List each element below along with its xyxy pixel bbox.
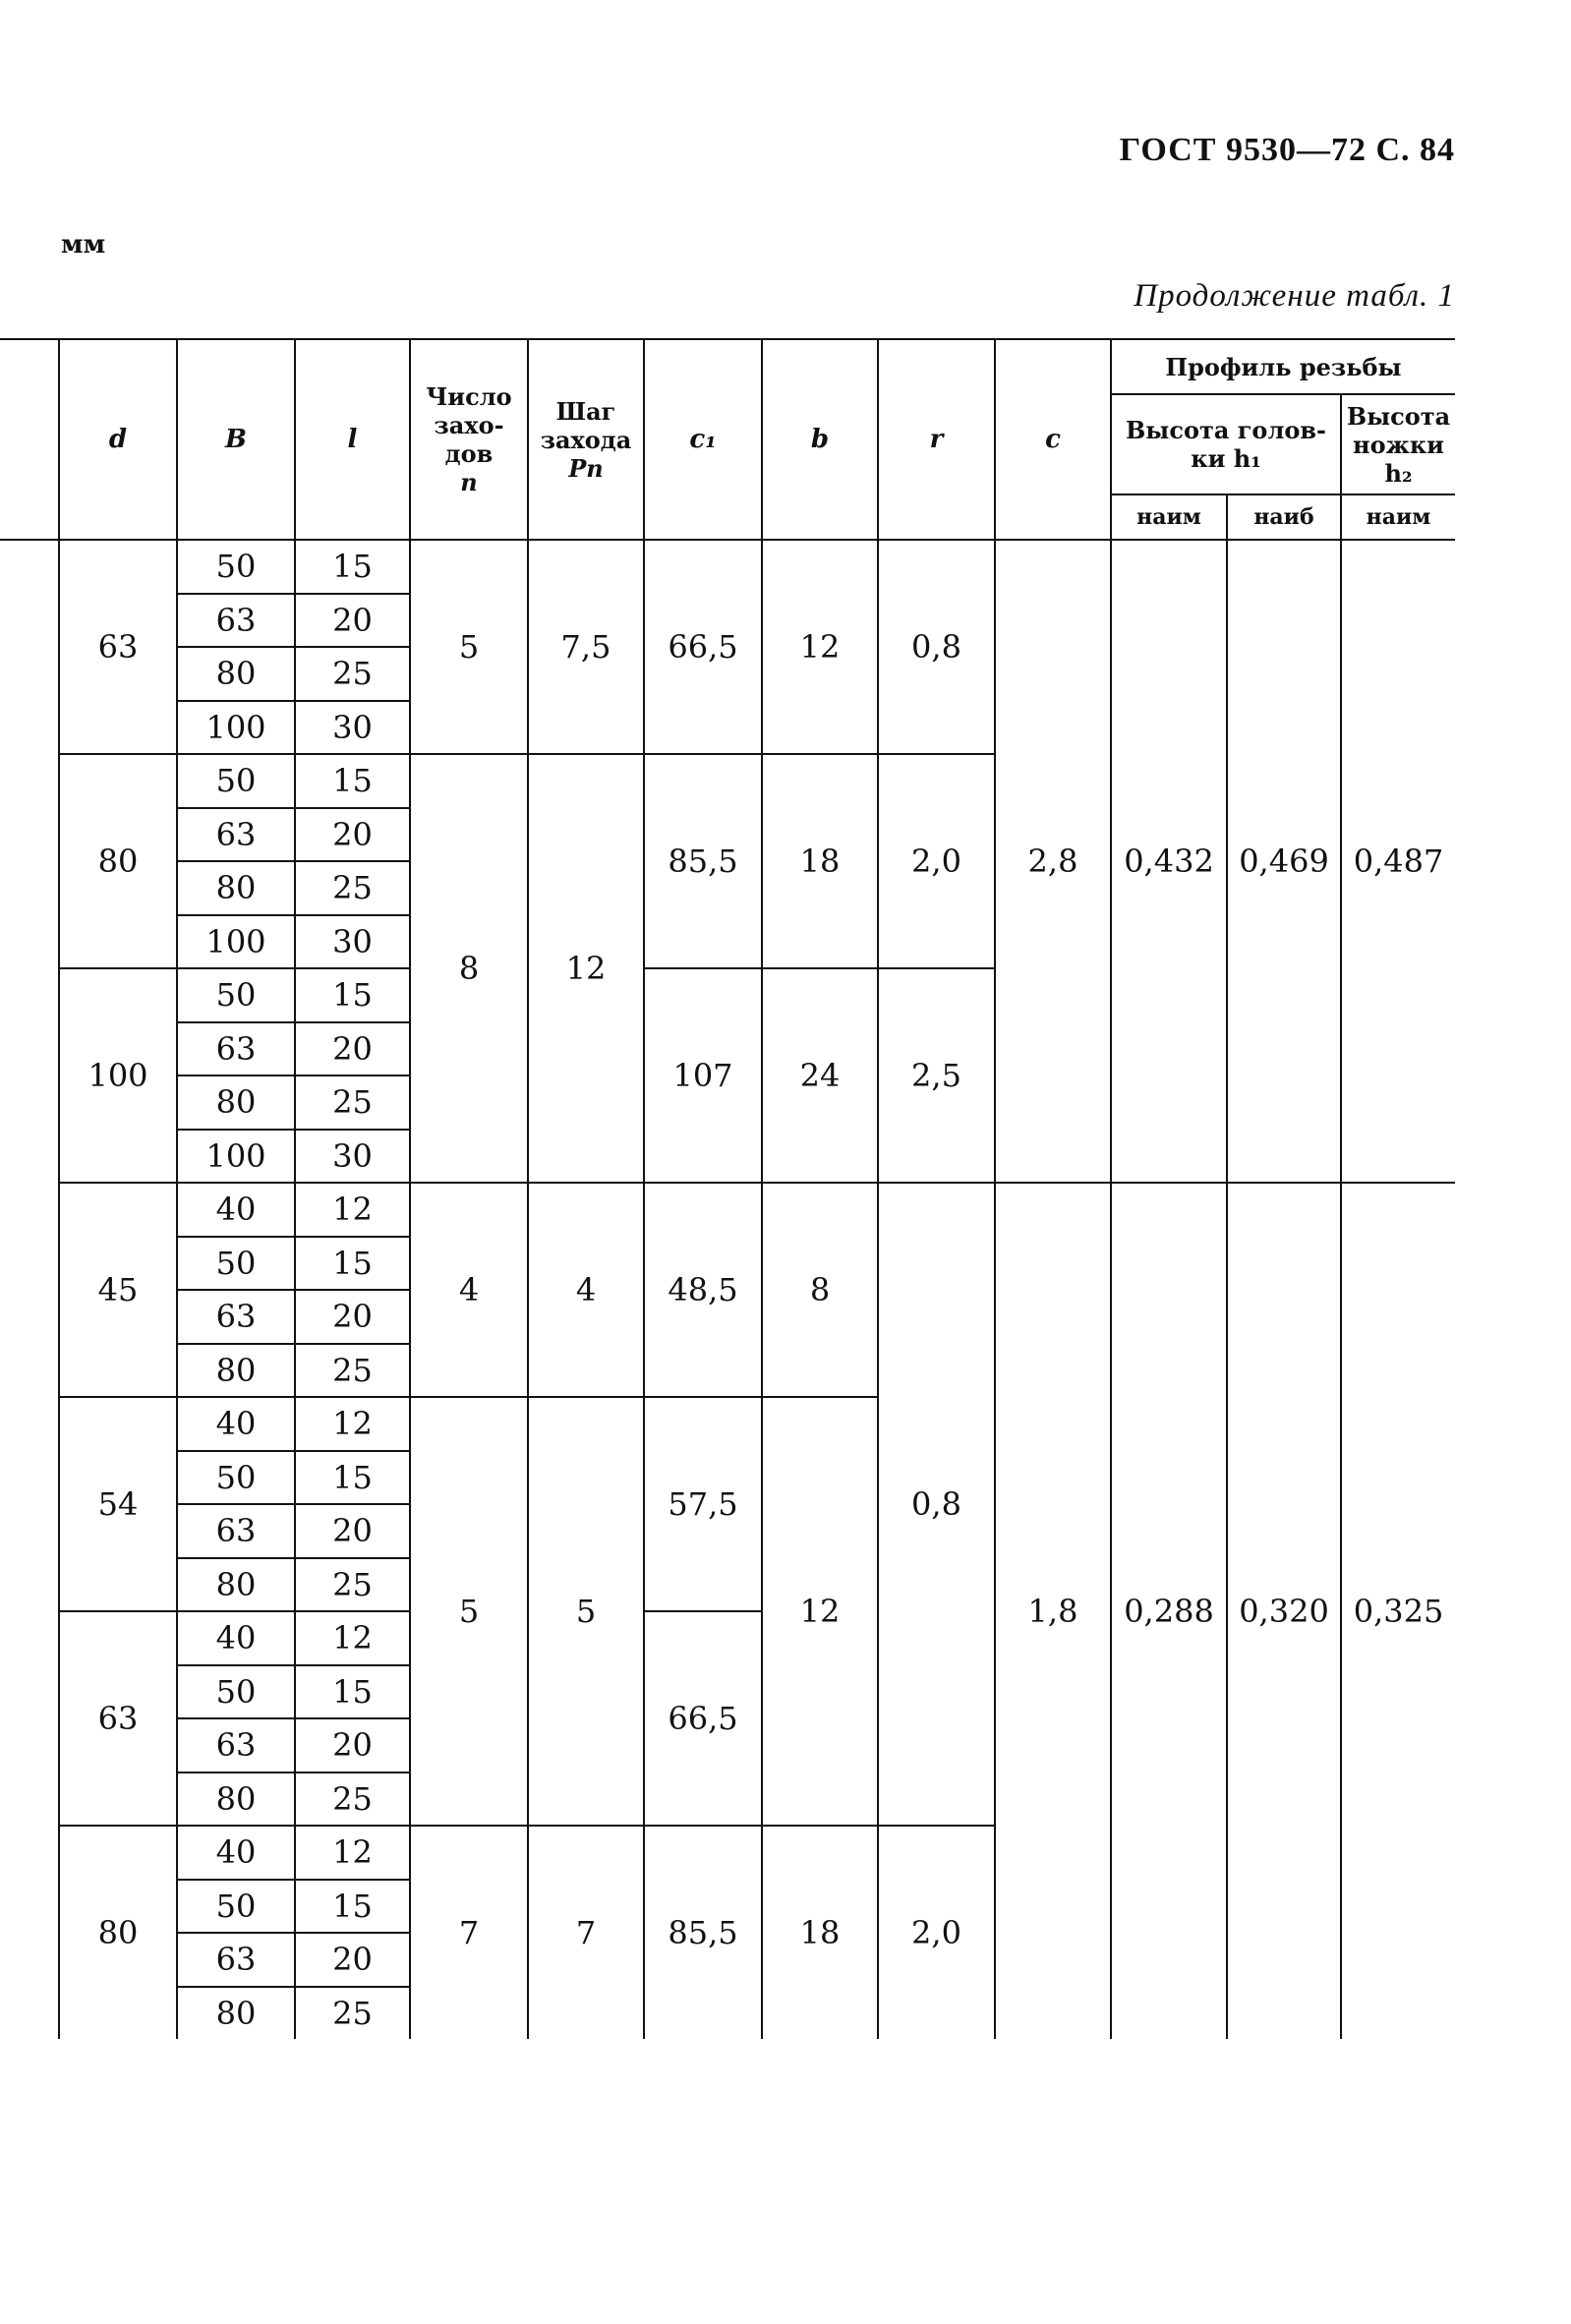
cell-d: 80 [59, 754, 177, 968]
col-header-pitch-line2: захода [540, 425, 632, 454]
cell-B: 100 [177, 701, 295, 755]
cell-B: 63 [177, 1022, 295, 1076]
cell-h1-max: 0,469 [1227, 540, 1341, 1183]
cell-l: 20 [295, 594, 410, 648]
cell-l: 20 [295, 1290, 410, 1344]
col-header-B: B [177, 339, 295, 540]
continuation-label: Продолжение табл. 1 [1134, 278, 1455, 314]
cell-B: 50 [177, 968, 295, 1022]
cell-l: 25 [295, 861, 410, 915]
cell-B: 40 [177, 1611, 295, 1665]
cell-B: 63 [177, 594, 295, 648]
cell-r: 2,0 [878, 1826, 995, 2039]
cell-B: 63 [177, 1504, 295, 1558]
col-header-d: d [59, 339, 177, 540]
cell-B: 50 [177, 540, 295, 594]
cell-pitch: 5 [528, 1397, 644, 1826]
cell-r: 0,8 [878, 1183, 995, 1826]
cell-l: 15 [295, 754, 410, 808]
cell-n: 8 [410, 754, 528, 1183]
cell-l: 15 [295, 968, 410, 1022]
col-header-n-symbol: n [460, 468, 478, 496]
cell-h1-max: 0,320 [1227, 1183, 1341, 2039]
cell-l: 15 [295, 1665, 410, 1719]
cell-c1: 66,5 [644, 540, 762, 754]
cell-l: 30 [295, 915, 410, 969]
cell-b: 24 [762, 968, 878, 1183]
column-gap-left-body [0, 540, 59, 2039]
unit-label: мм [61, 230, 106, 260]
col-header-l: l [295, 339, 410, 540]
page-header: ГОСТ 9530—72 С. 84 [1119, 132, 1455, 168]
cell-B: 50 [177, 1665, 295, 1719]
cell-l: 12 [295, 1826, 410, 1880]
col-header-h1: Высота голов-ки h₁ [1111, 394, 1341, 494]
cell-B: 40 [177, 1183, 295, 1237]
cell-n: 7 [410, 1826, 528, 2039]
col-header-b: b [762, 339, 878, 540]
cell-c: 2,8 [995, 540, 1111, 1183]
cell-pitch: 7 [528, 1826, 644, 2039]
col-header-n [410, 339, 528, 540]
cell-B: 63 [177, 1933, 295, 1987]
cell-l: 20 [295, 1718, 410, 1772]
cell-l: 20 [295, 808, 410, 862]
cell-c1: 66,5 [644, 1611, 762, 1826]
cell-l: 30 [295, 701, 410, 755]
cell-l: 20 [295, 1933, 410, 1987]
cell-c1: 57,5 [644, 1397, 762, 1611]
cell-d: 45 [59, 1183, 177, 1397]
col-header-n-line3: дов [444, 439, 494, 468]
cell-B: 50 [177, 1880, 295, 1934]
cell-l: 15 [295, 540, 410, 594]
cell-pitch: 4 [528, 1183, 644, 1397]
col-header-h2-min: наим [1341, 494, 1455, 540]
col-header-pitch-line1: Шаг [555, 396, 616, 426]
col-header-profile: Профиль резьбы [1111, 339, 1455, 394]
column-gap-left [0, 339, 59, 540]
col-header-pitch-symbol: Pn [568, 453, 604, 483]
cell-pitch: 7,5 [528, 540, 644, 754]
cell-B: 100 [177, 915, 295, 969]
cell-l: 12 [295, 1611, 410, 1665]
cell-l: 25 [295, 647, 410, 701]
cell-l: 15 [295, 1237, 410, 1291]
cell-B: 80 [177, 1075, 295, 1130]
cell-b: 8 [762, 1183, 878, 1397]
cell-B: 63 [177, 1290, 295, 1344]
cell-d: 63 [59, 540, 177, 754]
cell-l: 20 [295, 1022, 410, 1076]
cell-B: 80 [177, 861, 295, 915]
cell-B: 80 [177, 1987, 295, 2040]
cell-B: 100 [177, 1130, 295, 1184]
cell-h2-min: 0,487 [1341, 540, 1455, 1183]
col-header-n-line1: Число [426, 382, 512, 411]
cell-r: 2,5 [878, 968, 995, 1183]
col-header-h2: Высота ножки h₂ [1341, 394, 1455, 494]
cell-B: 40 [177, 1397, 295, 1451]
cell-B: 50 [177, 1451, 295, 1505]
cell-l: 25 [295, 1344, 410, 1398]
cell-l: 15 [295, 1451, 410, 1505]
cell-h2-min: 0,325 [1341, 1183, 1455, 2039]
cell-l: 25 [295, 1987, 410, 2040]
cell-l: 25 [295, 1558, 410, 1612]
cell-b: 18 [762, 1826, 878, 2039]
cell-b: 18 [762, 754, 878, 968]
cell-n: 4 [410, 1183, 528, 1397]
col-header-h1-max: наиб [1227, 494, 1341, 540]
cell-l: 12 [295, 1183, 410, 1237]
cell-h1-min: 0,432 [1111, 540, 1227, 1183]
cell-pitch: 12 [528, 754, 644, 1183]
cell-b: 12 [762, 1397, 878, 1826]
cell-l: 15 [295, 1880, 410, 1934]
col-header-pitch [528, 339, 644, 540]
cell-b: 12 [762, 540, 878, 754]
cell-B: 80 [177, 1344, 295, 1398]
col-header-r: r [878, 339, 995, 540]
cell-h1-min: 0,288 [1111, 1183, 1227, 2039]
cell-l: 25 [295, 1772, 410, 1827]
cell-c1: 48,5 [644, 1183, 762, 1397]
cell-l: 12 [295, 1397, 410, 1451]
cell-d: 63 [59, 1611, 177, 1826]
col-header-c1: c₁ [644, 339, 762, 540]
cell-B: 63 [177, 1718, 295, 1772]
cell-B: 63 [177, 808, 295, 862]
cell-B: 80 [177, 1772, 295, 1827]
cell-B: 80 [177, 1558, 295, 1612]
cell-B: 50 [177, 1237, 295, 1291]
cell-r: 0,8 [878, 540, 995, 754]
cell-c1: 85,5 [644, 1826, 762, 2039]
cell-c: 1,8 [995, 1183, 1111, 2039]
cell-l: 25 [295, 1075, 410, 1130]
gost-table [0, 338, 1455, 2039]
cell-n: 5 [410, 1397, 528, 1826]
cell-n: 5 [410, 540, 528, 754]
cell-d: 80 [59, 1826, 177, 2039]
cell-l: 30 [295, 1130, 410, 1184]
cell-B: 40 [177, 1826, 295, 1880]
cell-B: 50 [177, 754, 295, 808]
cell-d: 54 [59, 1397, 177, 1611]
col-header-h1-min: наим [1111, 494, 1227, 540]
cell-c1: 85,5 [644, 754, 762, 968]
cell-r: 2,0 [878, 754, 995, 968]
cell-d: 100 [59, 968, 177, 1183]
cell-l: 20 [295, 1504, 410, 1558]
col-header-n-line2: захо- [434, 411, 504, 439]
cell-c1: 107 [644, 968, 762, 1183]
col-header-c: c [995, 339, 1111, 540]
cell-B: 80 [177, 647, 295, 701]
